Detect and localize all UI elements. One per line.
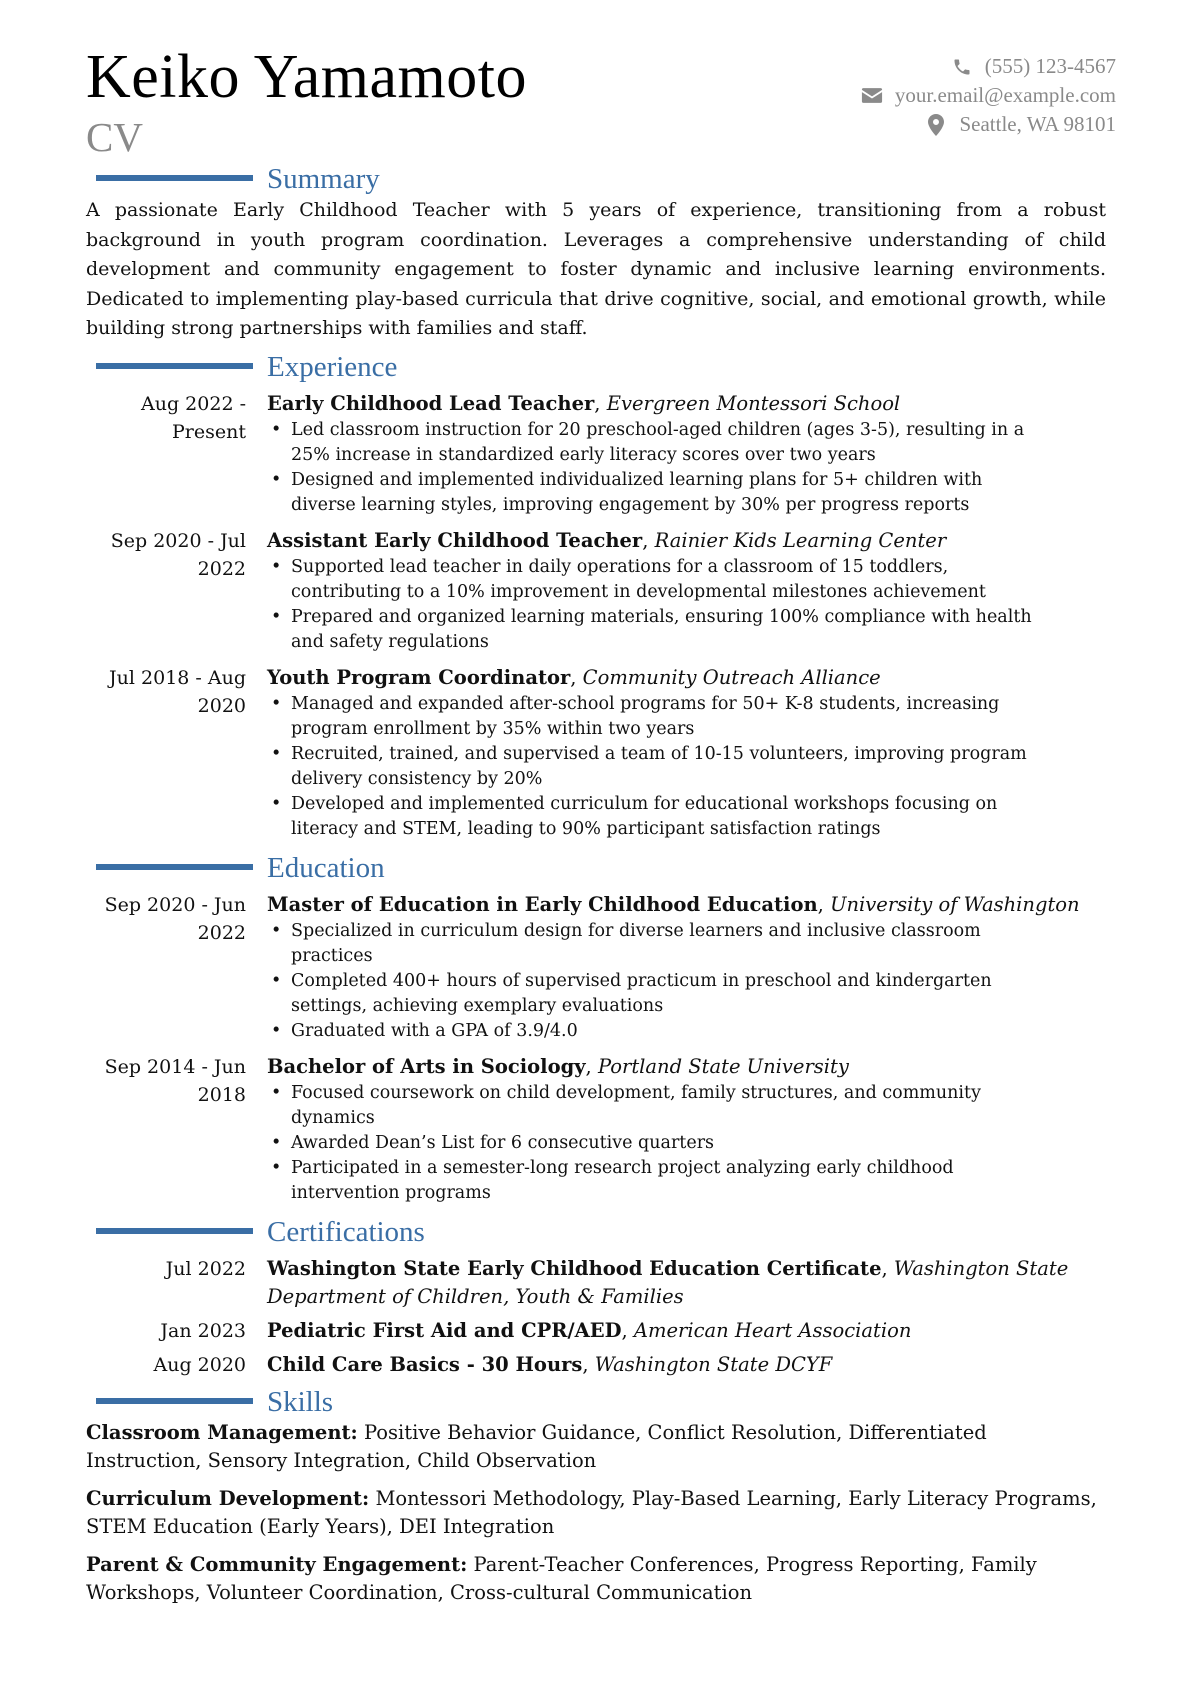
skill-group	[86, 1419, 1106, 1475]
entry-org: Rainier Kids Learning Center	[654, 528, 947, 552]
section-summary-heading	[86, 162, 1116, 196]
contact-info	[859, 52, 1116, 139]
bullet-item: • Completed 400+ hours of supervised practicum in preschool and kindergarten settings, achieving exemplary evaluations	[267, 969, 1051, 1019]
certification-entry: Aug 2020 Child Care Basics - 30 Hours, Washington State DCYF	[86, 1351, 1116, 1379]
section-certifications-heading	[86, 1215, 1116, 1249]
entry-role: Assistant Early Childhood Teacher	[267, 528, 643, 552]
entry-date: Jul 2022	[165, 1257, 246, 1280]
summary-text: A passionate Early Childhood Teacher with 5 years of experience, transitioning from a robust background in youth program coordination. Leverages a comprehensive understanding of child development and community engagement to foster dynamic and inclusive learning environments. Dedicated to implementing play-based curricula that drive cognitive, social, and emotional growth, while building strong partnerships with families and staff.	[86, 199, 1106, 339]
entry-date: Jan 2023	[160, 1319, 246, 1342]
entry-role: Youth Program Coordinator	[267, 665, 571, 689]
contact-email[interactable]	[859, 81, 1116, 110]
contact-location	[859, 110, 1116, 139]
certification-entry: Jan 2023 Pediatric First Aid and CPR/AED, American Heart Association	[86, 1317, 1116, 1345]
section-bar	[96, 363, 253, 369]
entry-bullets	[267, 555, 1116, 655]
bullet-item: • Developed and implemented curriculum for educational workshops focusing on literacy and STEM, leading to 90% participant satisfaction ratings	[267, 792, 1051, 842]
section-skills-heading	[86, 1385, 1116, 1419]
bullet-item: • Prepared and organized learning materials, ensuring 100% compliance with health and safety regulations	[267, 605, 1051, 655]
entry-bullets	[267, 919, 1116, 1044]
skill-values: Parent-Teacher Conferences, Progress Reporting, Family Workshops, Volunteer Coordination, Cross-cultural Communication	[86, 1552, 1037, 1604]
certification-name: Pediatric First Aid and CPR/AED	[267, 1318, 622, 1342]
certification-name: Child Care Basics - 30 Hours	[267, 1352, 583, 1376]
experience-entry: Aug 2022 - Present Early Childhood Lead Teacher, Evergreen Montessori School • Led classroom instruction for 20 preschool-aged children (ages 3-5), resulting in a 25% increase in standardized early literacy scores over two years • Designed and implemented individualized learning plans for 5+ children with diverse learning styles, improving engagement by 30% per progress reports	[86, 390, 1116, 518]
skill-category: Parent & Community Engagement:	[86, 1552, 468, 1576]
person-name: Keiko Yamamoto	[86, 43, 527, 111]
phone-number: (555) 123-4567	[984, 54, 1116, 78]
entry-date: Aug 2020	[153, 1353, 246, 1376]
section-bar	[96, 1228, 253, 1234]
education-entry: Sep 2020 - Jun 2022 Master of Education in Early Childhood Education, University of Washington • Specialized in curriculum design for diverse learners and inclusive classroom practices • Completed 400+ hours of supervised practicum in preschool and kindergarten settings, achieving exemplary evaluations • Graduated with a GPA of 3.9/4.0	[86, 891, 1116, 1044]
experience-entry: Jul 2018 - Aug 2020 Youth Program Coordinator, Community Outreach Alliance • Managed and expanded after-school programs for 50+ K-8 students, increasing program enrollment by 35% within two years • Recruited, trained, and supervised a team of 10-15 volunteers, improving program delivery consistency by 20% • Developed and implemented curriculum for educational workshops focusing on literacy and STEM, leading to 90% participant satisfaction ratings	[86, 664, 1116, 842]
contact-phone[interactable]	[859, 52, 1116, 81]
email-address: your.email@example.com	[894, 83, 1116, 107]
entry-role: Early Childhood Lead Teacher	[267, 391, 595, 415]
cv-header	[86, 40, 1116, 160]
bullet-item: • Specialized in curriculum design for diverse learners and inclusive classroom practices	[267, 919, 1051, 969]
bullet-item: • Graduated with a GPA of 3.9/4.0	[267, 1019, 1051, 1044]
map-marker-icon	[923, 114, 949, 136]
document-subtitle: CV	[86, 114, 143, 160]
certification-issuer: Washington State Department of Children, Youth & Families	[267, 1256, 1069, 1308]
section-education-heading	[86, 851, 1116, 885]
envelope-icon	[859, 85, 885, 107]
skill-values: Positive Behavior Guidance, Conflict Resolution, Differentiated Instruction, Sensory Integration, Child Observation	[86, 1420, 987, 1472]
skill-group	[86, 1485, 1106, 1541]
certification-name: Washington State Early Childhood Education Certificate	[267, 1256, 882, 1280]
bullet-item: • Recruited, trained, and supervised a team of 10-15 volunteers, improving program delivery consistency by 20%	[267, 742, 1051, 792]
phone-icon	[949, 56, 975, 78]
entry-institution: University of Washington	[830, 892, 1080, 916]
experience-entry: Sep 2020 - Jul 2022 Assistant Early Childhood Teacher, Rainier Kids Learning Center • Supported lead teacher in daily operations for a classroom of 15 toddlers, contributing to a 10% improvement in developmental milestones achievement • Prepared and organized learning materials, ensuring 100% compliance with health and safety regulations	[86, 527, 1116, 655]
bullet-item: • Awarded Dean’s List for 6 consecutive quarters	[267, 1131, 1051, 1156]
certification-issuer: American Heart Association	[633, 1318, 912, 1342]
entry-bullets	[267, 692, 1116, 842]
entry-institution: Portland State University	[597, 1054, 849, 1078]
entry-date: Sep 2014 - Jun 2018	[104, 1055, 246, 1106]
section-bar	[96, 864, 253, 870]
entry-bullets	[267, 1081, 1116, 1206]
entry-bullets	[267, 418, 1116, 518]
skill-values: Montessori Methodology, Play-Based Learning, Early Literacy Programs, STEM Education (Early Years), DEI Integration	[86, 1486, 1097, 1538]
section-title: Certifications	[267, 1215, 425, 1248]
skill-group	[86, 1551, 1106, 1607]
section-title: Skills	[267, 1385, 334, 1418]
bullet-item: • Supported lead teacher in daily operations for a classroom of 15 toddlers, contributing to a 10% improvement in developmental milestones achievement	[267, 555, 1051, 605]
cv-page	[86, 40, 1116, 1617]
certification-entry: Jul 2022 Washington State Early Childhood Education Certificate, Washington State Department of Children, Youth & Families	[86, 1255, 1116, 1311]
bullet-item: • Focused coursework on child development, family structures, and community dynamics	[267, 1081, 1051, 1131]
education-list	[86, 891, 1116, 1206]
bullet-item: • Managed and expanded after-school programs for 50+ K-8 students, increasing program enrollment by 35% within two years	[267, 692, 1051, 742]
section-bar	[96, 175, 253, 181]
entry-degree: Bachelor of Arts in Sociology	[267, 1054, 586, 1078]
entry-degree: Master of Education in Early Childhood Education	[267, 892, 818, 916]
section-experience-heading	[86, 350, 1116, 384]
bullet-item: • Led classroom instruction for 20 preschool-aged children (ages 3-5), resulting in a 25% increase in standardized early literacy scores over two years	[267, 418, 1051, 468]
skill-category: Curriculum Development:	[86, 1486, 370, 1510]
section-title: Summary	[267, 163, 380, 195]
bullet-item: • Designed and implemented individualized learning plans for 5+ children with diverse learning styles, improving engagement by 30% per progress reports	[267, 468, 1051, 518]
entry-date: Sep 2020 - Jun 2022	[104, 893, 246, 944]
entry-date: Jul 2018 - Aug 2020	[109, 666, 246, 717]
entry-date: Sep 2020 - Jul 2022	[110, 529, 246, 580]
certification-issuer: Washington State DCYF	[594, 1352, 833, 1376]
section-title: Education	[267, 851, 385, 884]
location-text: Seattle, WA 98101	[959, 112, 1116, 136]
entry-org: Community Outreach Alliance	[582, 665, 881, 689]
skills-list	[86, 1419, 1116, 1607]
bullet-item: • Participated in a semester-long research project analyzing early childhood intervention programs	[267, 1156, 1051, 1206]
section-title: Experience	[267, 350, 398, 383]
experience-list	[86, 390, 1116, 842]
education-entry: Sep 2014 - Jun 2018 Bachelor of Arts in Sociology, Portland State University • Focused coursework on child development, family structures, and community dynamics • Awarded Dean’s List for 6 consecutive quarters • Participated in a semester-long research project analyzing early childhood intervention programs	[86, 1053, 1116, 1206]
entry-org: Evergreen Montessori School	[606, 391, 901, 415]
certifications-list	[86, 1255, 1116, 1379]
entry-date: Aug 2022 - Present	[141, 392, 246, 443]
skill-category: Classroom Management:	[86, 1420, 358, 1444]
section-bar	[96, 1398, 253, 1404]
